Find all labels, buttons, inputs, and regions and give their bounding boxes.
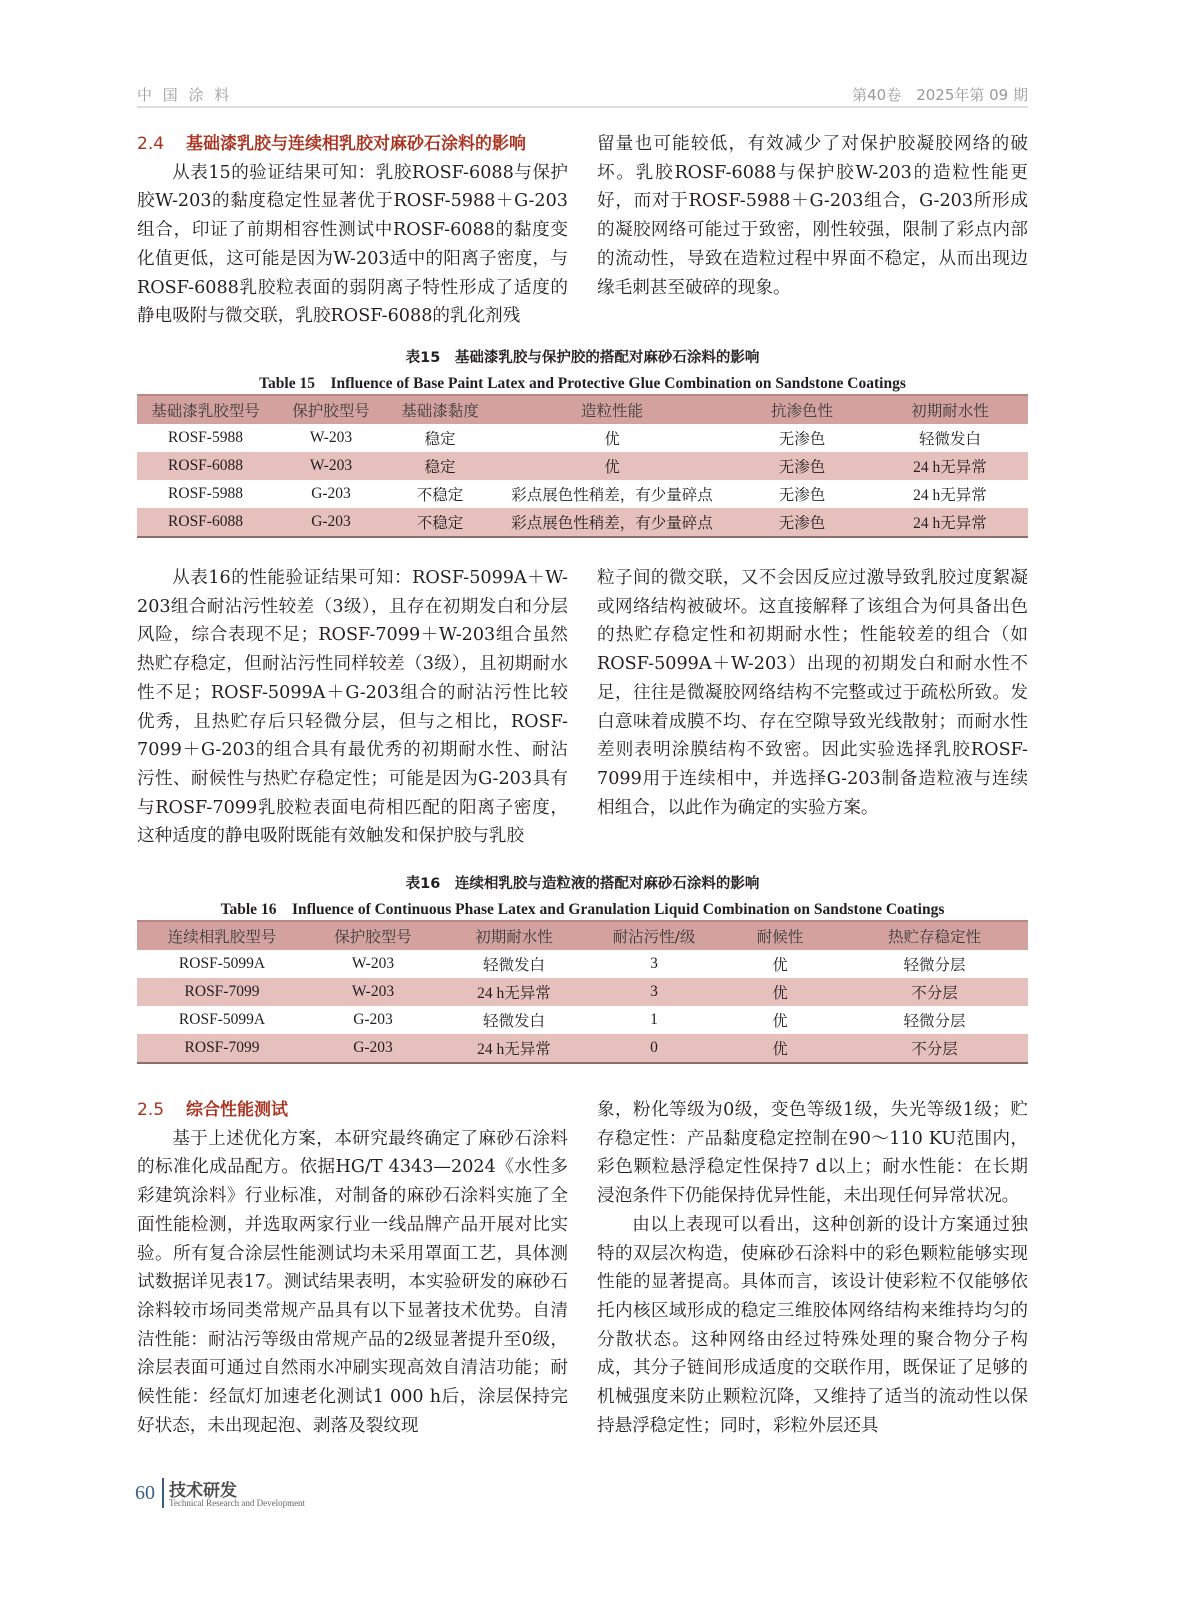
cell: 无渗色 [732, 508, 872, 537]
cell: 轻微发白 [918, 431, 981, 448]
table15-caption-cn: 表15 基础漆乳胶与保护胶的搭配对麻砂石涂料的影响 [405, 350, 760, 366]
column-header: 造粒性能 [492, 395, 732, 424]
section-heading [137, 130, 568, 159]
table-row [137, 452, 1028, 480]
cell: 不稳定 [416, 487, 464, 504]
journal-name: 中 国 涂 料 [137, 86, 233, 104]
cell: 优 [772, 1013, 788, 1030]
table-row [137, 1034, 1028, 1063]
section-heading [137, 1096, 568, 1125]
table-row [137, 1006, 1028, 1034]
cell: 无渗色 [732, 452, 872, 480]
column-header: 基础漆乳胶型号 [137, 395, 274, 424]
table-row [137, 424, 1028, 452]
cell: ROSF-5988 [168, 429, 243, 446]
section-2-4-right [597, 130, 1028, 302]
column-header: 保护胶型号 [307, 921, 439, 950]
table-row [137, 978, 1028, 1006]
cell: 彩点展色性稍差，有少量碎点 [511, 487, 713, 504]
table16-discussion-right [597, 564, 1028, 822]
paragraph: 粒子间的微交联，又不会因反应过激导致乳胶过度絮凝或网络结构被破坏。这直接解释了该组合为何具备出色的热贮存稳定性和初期耐水性；性能较差的组合（如ROSF-5099A＋W-203）出现的初期发白和耐水性不足，往往是微凝胶网络结构不完整或过于疏松所致。发白意味着成膜不均、存在空隙导致光线散射；而耐水性差则表明涂膜结构不致密。因此实验选择乳胶ROSF-7099用于连续相中，并选择G-203制备造粒液与连续相组合，以此作为确定的实验方案。 [597, 568, 1028, 818]
table16 [137, 920, 1028, 1064]
cell: 优 [604, 431, 620, 448]
cell: ROSF-5988 [168, 485, 243, 502]
section-2-4-left [137, 130, 568, 331]
paragraph: 从表15的验证结果可知：乳胶ROSF-6088与保护胶W-203的黏度稳定性显著优于ROSF-5988＋G-203组合，印证了前期相容性测试中ROSF-6088的黏度变化值更低，这可能是因为W-203适中的阳离子密度，与ROSF-6088乳胶粒表面的弱阴离子特性形成了适度的静电吸附与微交联，乳胶ROSF-6088的乳化剂残 [137, 162, 568, 327]
table-row [137, 508, 1028, 537]
table15 [137, 394, 1028, 538]
column-header: 连续相乳胶型号 [137, 921, 307, 950]
column-header: 热贮存稳定性 [841, 921, 1028, 950]
cell: 不分层 [841, 978, 1028, 1006]
column-header: 耐沾污性/级 [589, 921, 719, 950]
cell: W-203 [307, 978, 439, 1006]
cell: 轻微分层 [903, 1013, 966, 1030]
cell: 无渗色 [778, 431, 826, 448]
cell: 24 h无异常 [913, 487, 987, 504]
cell: 轻微分层 [903, 957, 966, 974]
column-header: 耐候性 [719, 921, 841, 950]
page-number: 60 [135, 1482, 155, 1504]
paragraph: 象，粉化等级为0级，变色等级1级，失光等级1级；贮存稳定性：产品黏度稳定控制在90～110 KU范围内，彩色颗粒悬浮稳定性保持7 d以上；耐水性能：在长期浸泡条件下仍能保持优异性能，未出现任何异常状况。 [597, 1100, 1028, 1207]
cell: G-203 [353, 1011, 393, 1028]
footer-section-cn: 技术研发 [169, 1481, 237, 1501]
column-header: 初期耐水性 [872, 395, 1028, 424]
paragraph: 由以上表现可以看出，这种创新的设计方案通过独特的双层次构造，使麻砂石涂料中的彩色颗粒能够实现性能的显著提高。具体而言，该设计使彩粒不仅能够依托内核区域形成的稳定三维胶体网络结构来维持均匀的分散状态。这种网络由经过特殊处理的聚合物分子构成，其分子链间形成适度的交联作用，既保证了足够的机械强度来防止颗粒沉降，又维持了适当的流动性以保持悬浮稳定性；同时，彩粒外层还具 [597, 1214, 1028, 1436]
cell: W-203 [351, 955, 395, 972]
cell: ROSF-5099A [178, 955, 266, 972]
cell: ROSF-5099A [178, 1011, 266, 1028]
cell: ROSF-6088 [137, 452, 274, 480]
cell: W-203 [309, 429, 353, 446]
cell: 稳定 [388, 452, 492, 480]
cell: 优 [772, 957, 788, 974]
section-title: 基础漆乳胶与连续相乳胶对麻砂石涂料的影响 [186, 134, 527, 154]
column-header: 基础漆黏度 [388, 395, 492, 424]
cell: G-203 [274, 508, 388, 537]
section-number: 2.4 [137, 134, 165, 154]
cell: W-203 [274, 452, 388, 480]
issue-info: 第40卷 2025年第 09 期 [852, 86, 1028, 104]
table15-caption-en: Table 15 Influence of Base Paint Latex and Protective Glue Combination on Sandstone Coatings [259, 375, 906, 392]
section-2-5-right [597, 1096, 1028, 1440]
section-number: 2.5 [137, 1100, 165, 1120]
cell: 轻微发白 [482, 957, 545, 974]
footer-divider [162, 1478, 164, 1508]
cell: 24 h无异常 [439, 1034, 589, 1063]
cell: 24 h无异常 [872, 452, 1028, 480]
table16-caption-cn: 表16 连续相乳胶与造粒液的搭配对麻砂石涂料的影响 [405, 876, 760, 892]
cell: 优 [492, 452, 732, 480]
cell: 0 [589, 1034, 719, 1063]
paragraph: 基于上述优化方案，本研究最终确定了麻砂石涂料的标准化成品配方。依据HG/T 4343—2024《水性多彩建筑涂料》行业标准，对制备的麻砂石涂料实施了全面性能检测，并选取两家行业一线品牌产品开展对比实验。所有复合涂层性能测试均未采用罩面工艺，具体测试数据详见表17。测试结果表明，本实验研发的麻砂石涂料较市场同类常规产品具有以下显著技术优势。自清洁性能：耐沾污等级由常规产品的2级显著提升至0级，涂层表面可通过自然雨水冲刷实现高效自清洁功能；耐候性能：经氙灯加速老化测试1 000 h后，涂层保持完好状态，未出现起泡、剥落及裂纹现 [137, 1128, 568, 1436]
cell: 无渗色 [778, 487, 826, 504]
cell: 不分层 [841, 1034, 1028, 1063]
cell: 稳定 [424, 431, 456, 448]
table16-discussion-left [137, 564, 568, 851]
cell: 24 h无异常 [439, 978, 589, 1006]
cell: G-203 [307, 1034, 439, 1063]
cell: 优 [719, 978, 841, 1006]
cell: 轻微发白 [482, 1013, 545, 1030]
cell: 1 [650, 1011, 658, 1028]
cell: 3 [650, 955, 658, 972]
column-header: 抗渗色性 [732, 395, 872, 424]
cell: ROSF-6088 [137, 508, 274, 537]
cell: 优 [719, 1034, 841, 1063]
section-2-5-left [137, 1096, 568, 1440]
cell: G-203 [311, 485, 351, 502]
cell: 24 h无异常 [872, 508, 1028, 537]
section-title: 综合性能测试 [186, 1100, 289, 1120]
cell: 彩点展色性稍差，有少量碎点 [492, 508, 732, 537]
table-row [137, 480, 1028, 508]
footer-section-en: Technical Research and Development [169, 1498, 306, 1508]
paragraph: 留量也可能较低，有效减少了对保护胶凝胶网络的破坏。乳胶ROSF-6088与保护胶W-203的造粒性能更好，而对于ROSF-5988＋G-203组合，G-203所形成的凝胶网络可能过于致密，刚性较强，限制了彩点内部的流动性，导致在造粒过程中界面不稳定，从而出现边缘毛刺甚至破碎的现象。 [597, 134, 1028, 298]
cell: 3 [589, 978, 719, 1006]
paragraph: 从表16的性能验证结果可知：ROSF-5099A＋W-203组合耐沾污性较差（3级），且存在初期发白和分层风险，综合表现不足；ROSF-7099＋W-203组合虽然热贮存稳定，但耐沾污性同样较差（3级），且初期耐水性不足；ROSF-5099A＋G-203组合的耐沾污性比较优秀，且热贮存后只轻微分层，但与之相比，ROSF-7099＋G-203的组合具有最优秀的初期耐水性、耐沾污性、耐候性与热贮存稳定性；可能是因为G-203具有与ROSF-7099乳胶粒表面电荷相匹配的阳离子密度，这种适度的静电吸附既能有效触发和保护胶与乳胶 [137, 568, 568, 847]
column-header: 初期耐水性 [439, 921, 589, 950]
cell: ROSF-7099 [137, 978, 307, 1006]
table-header-row [137, 921, 1028, 950]
cell: ROSF-7099 [137, 1034, 307, 1063]
table16-caption-en: Table 16 Influence of Continuous Phase Latex and Granulation Liquid Combination on Sandstone Coatings [220, 901, 945, 918]
table-header-row [137, 395, 1028, 424]
header-rule [137, 106, 1028, 108]
cell: 不稳定 [388, 508, 492, 537]
table-row [137, 950, 1028, 978]
column-header: 保护胶型号 [274, 395, 388, 424]
